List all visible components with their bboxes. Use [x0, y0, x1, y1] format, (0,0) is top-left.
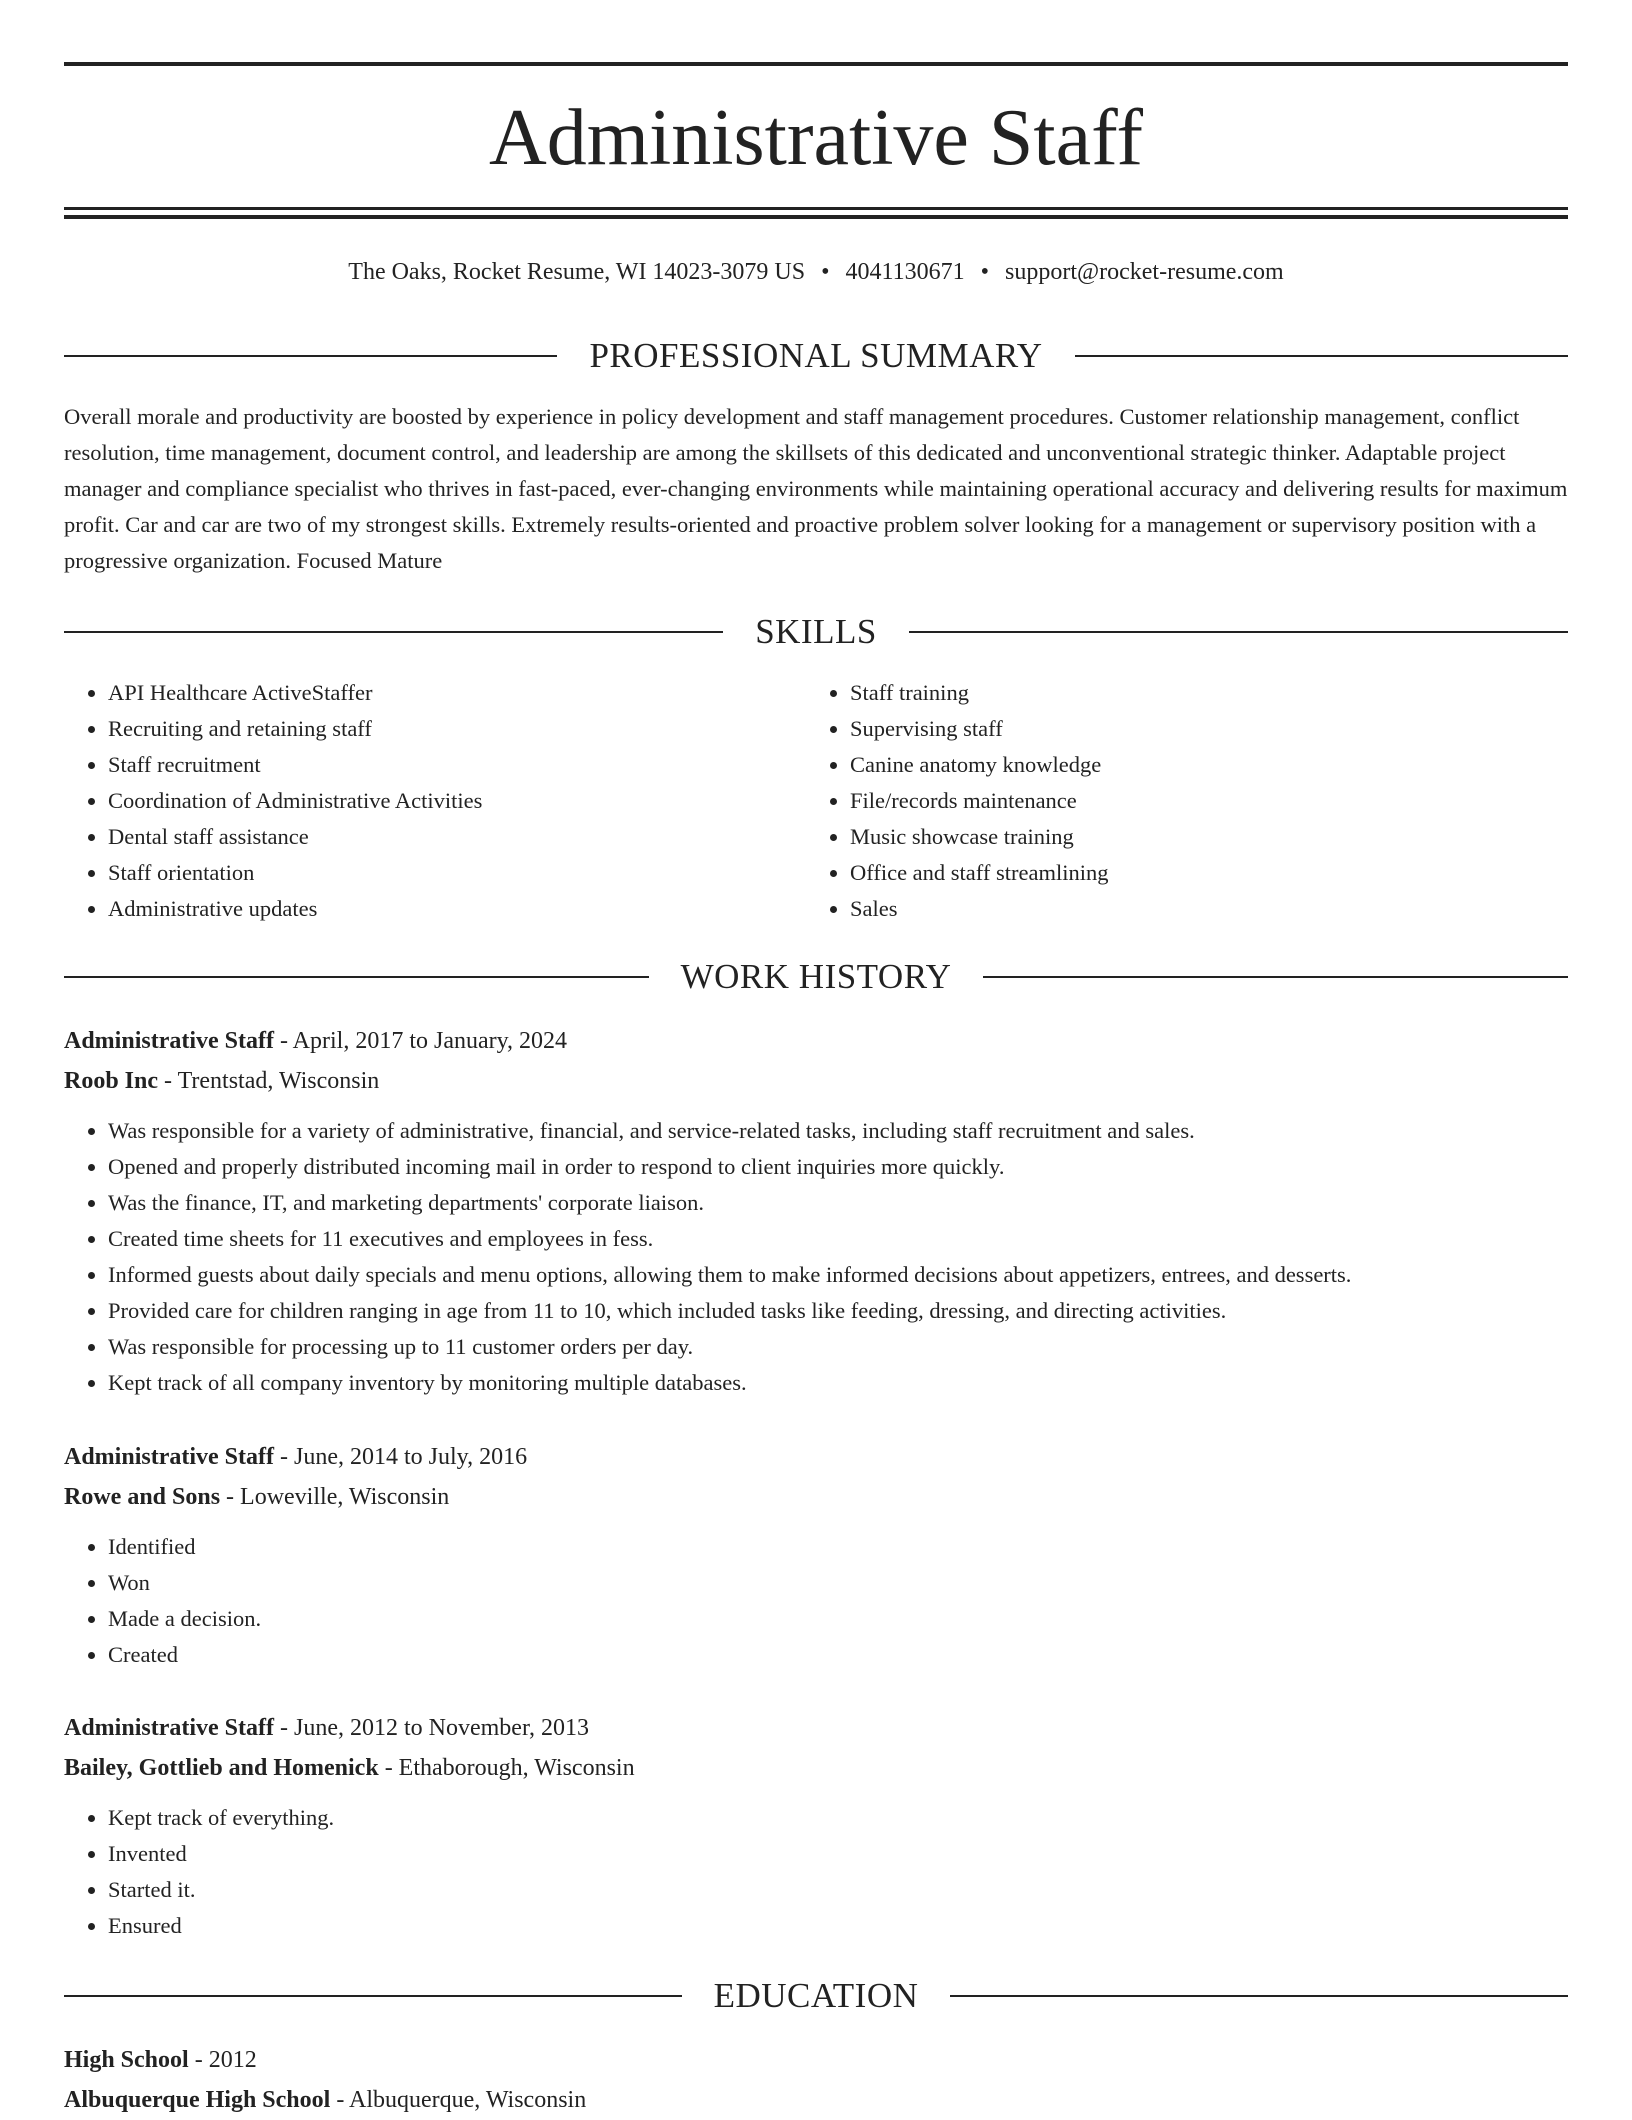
- heading-rule: [983, 976, 1568, 978]
- heading-rule: [64, 1995, 682, 1997]
- job-entry: [64, 1708, 1568, 1944]
- job-location: - Trentstad, Wisconsin: [158, 1068, 380, 1094]
- job-bullet: • Created: [108, 1637, 1568, 1673]
- education-school-line: [64, 2080, 1568, 2120]
- skill-item: • Recruiting and retaining staff: [108, 711, 806, 747]
- job-bullet: • Was responsible for a variety of administrative, financial, and service-related tasks, including staff recruitment and sales.: [108, 1113, 1568, 1149]
- job-dates: - April, 2017 to January, 2024: [273, 1028, 568, 1054]
- job-title: Administrative Staff: [64, 1444, 274, 1470]
- job-bullet: • Created time sheets for 11 executives and employees in fess.: [108, 1221, 1568, 1257]
- skill-item: • Dental staff assistance: [108, 819, 806, 855]
- skill-item: • API Healthcare ActiveStaffer: [108, 675, 806, 711]
- heading-rule: [1075, 355, 1568, 357]
- job-title: Administrative Staff: [64, 1028, 274, 1054]
- contact-email: support@rocket-resume.com: [1005, 259, 1284, 285]
- section-title: PROFESSIONAL SUMMARY: [589, 336, 1043, 375]
- section-title: WORK HISTORY: [680, 957, 952, 996]
- header-rule-thin: [64, 207, 1568, 210]
- contact-separator: •: [980, 259, 990, 285]
- job-company-line: [64, 1477, 1568, 1517]
- skill-item: • Office and staff streamlining: [850, 855, 1548, 891]
- heading-rule: [64, 631, 723, 633]
- job-entry: [64, 1021, 1568, 1401]
- education-degree-line: [64, 2040, 1568, 2080]
- skill-item: • Coordination of Administrative Activities: [108, 783, 806, 819]
- skill-item: • Administrative updates: [108, 891, 806, 927]
- job-bullets: [64, 1113, 1568, 1401]
- job-location: - Loweville, Wisconsin: [220, 1484, 450, 1510]
- job-bullet: • Kept track of all company inventory by monitoring multiple databases.: [108, 1365, 1568, 1401]
- contact-separator: •: [821, 259, 830, 285]
- top-rule: [64, 62, 1568, 66]
- heading-rule: [950, 1995, 1568, 1997]
- skill-item: • Supervising staff: [850, 711, 1548, 747]
- job-dates: - June, 2014 to July, 2016: [273, 1444, 528, 1470]
- job-bullet: • Kept track of everything.: [108, 1800, 1568, 1836]
- skill-item: • Music showcase training: [850, 819, 1548, 855]
- job-dates: - June, 2012 to November, 2013: [273, 1715, 589, 1741]
- heading-rule: [909, 631, 1568, 633]
- section-title: SKILLS: [755, 612, 877, 651]
- job-title-line: [64, 1021, 1568, 1061]
- job-bullet: • Identified: [108, 1529, 1568, 1565]
- header-rule-thick: [64, 215, 1568, 219]
- job-bullet: • Was responsible for processing up to 11 customer orders per day.: [108, 1329, 1568, 1365]
- skills-column-left: [64, 675, 806, 927]
- job-bullet: • Invented: [108, 1836, 1568, 1872]
- education-year: - 2012: [188, 2047, 257, 2073]
- job-bullet: • Started it.: [108, 1872, 1568, 1908]
- education-location: - Albuquerque, Wisconsin: [330, 2087, 587, 2113]
- job-bullet: • Ensured: [108, 1908, 1568, 1944]
- contact-phone: 4041130671: [845, 259, 965, 285]
- job-company-line: [64, 1061, 1568, 1101]
- job-title: Administrative Staff: [64, 1715, 274, 1741]
- skills-list: [64, 675, 1568, 927]
- job-bullets: [64, 1529, 1568, 1673]
- skill-item: • Staff recruitment: [108, 747, 806, 783]
- job-location: - Ethaborough, Wisconsin: [378, 1755, 635, 1781]
- section-title: EDUCATION: [713, 1976, 919, 2015]
- section-heading-skills: [64, 610, 1568, 654]
- education-degree: High School: [64, 2047, 189, 2073]
- skill-item: • File/records maintenance: [850, 783, 1548, 819]
- summary-text: Overall morale and productivity are boosted by experience in policy development and staff management procedures. Customer relationship management, conflict resolution, time management, document control, and leadership are among the skillsets of this dedicated and unconventional strategic thinker. Adaptable project manager and compliance specialist who thrives in fast-paced, ever-changing environments while maintaining operational accuracy and delivering results for maximum profit. Car and car are two of my strongest skills. Extremely results-oriented and proactive problem solver looking for a management or supervisory position with a progressive organization. Focused Mature: [64, 404, 1568, 573]
- job-entry: [64, 1437, 1568, 1673]
- job-title-line: [64, 1708, 1568, 1748]
- job-company: Bailey, Gottlieb and Homenick: [64, 1755, 379, 1781]
- job-bullets: [64, 1800, 1568, 1944]
- job-bullet: • Made a decision.: [108, 1601, 1568, 1637]
- job-company: Rowe and Sons: [64, 1484, 221, 1510]
- job-bullet: • Was the finance, IT, and marketing departments' corporate liaison.: [108, 1185, 1568, 1221]
- job-bullet: • Opened and properly distributed incoming mail in order to respond to client inquiries more quickly.: [108, 1149, 1568, 1185]
- job-company: Roob Inc: [64, 1068, 159, 1094]
- job-company-line: [64, 1748, 1568, 1788]
- contact-address: The Oaks, Rocket Resume, WI 14023-3079 US: [348, 259, 806, 285]
- job-title-line: [64, 1437, 1568, 1477]
- skill-item: • Staff orientation: [108, 855, 806, 891]
- section-heading-summary: [64, 334, 1568, 378]
- job-bullet: • Informed guests about daily specials and menu options, allowing them to make informed decisions about appetizers, entrees, and desserts.: [108, 1257, 1568, 1293]
- section-heading-work: [64, 955, 1568, 999]
- heading-rule: [64, 355, 557, 357]
- education-entry: [64, 2040, 1568, 2120]
- skill-item: • Sales: [850, 891, 1548, 927]
- education-school: Albuquerque High School: [64, 2087, 331, 2113]
- job-bullet: • Provided care for children ranging in age from 11 to 10, which included tasks like feeding, dressing, and directing activities.: [108, 1293, 1568, 1329]
- contact-line: [64, 254, 1568, 290]
- candidate-name: Administrative Staff: [489, 94, 1143, 182]
- section-heading-education: [64, 1974, 1568, 2018]
- heading-rule: [64, 976, 649, 978]
- job-bullet: • Won: [108, 1565, 1568, 1601]
- skill-item: • Canine anatomy knowledge: [850, 747, 1548, 783]
- skills-column-right: [806, 675, 1548, 927]
- skill-item: • Staff training: [850, 675, 1548, 711]
